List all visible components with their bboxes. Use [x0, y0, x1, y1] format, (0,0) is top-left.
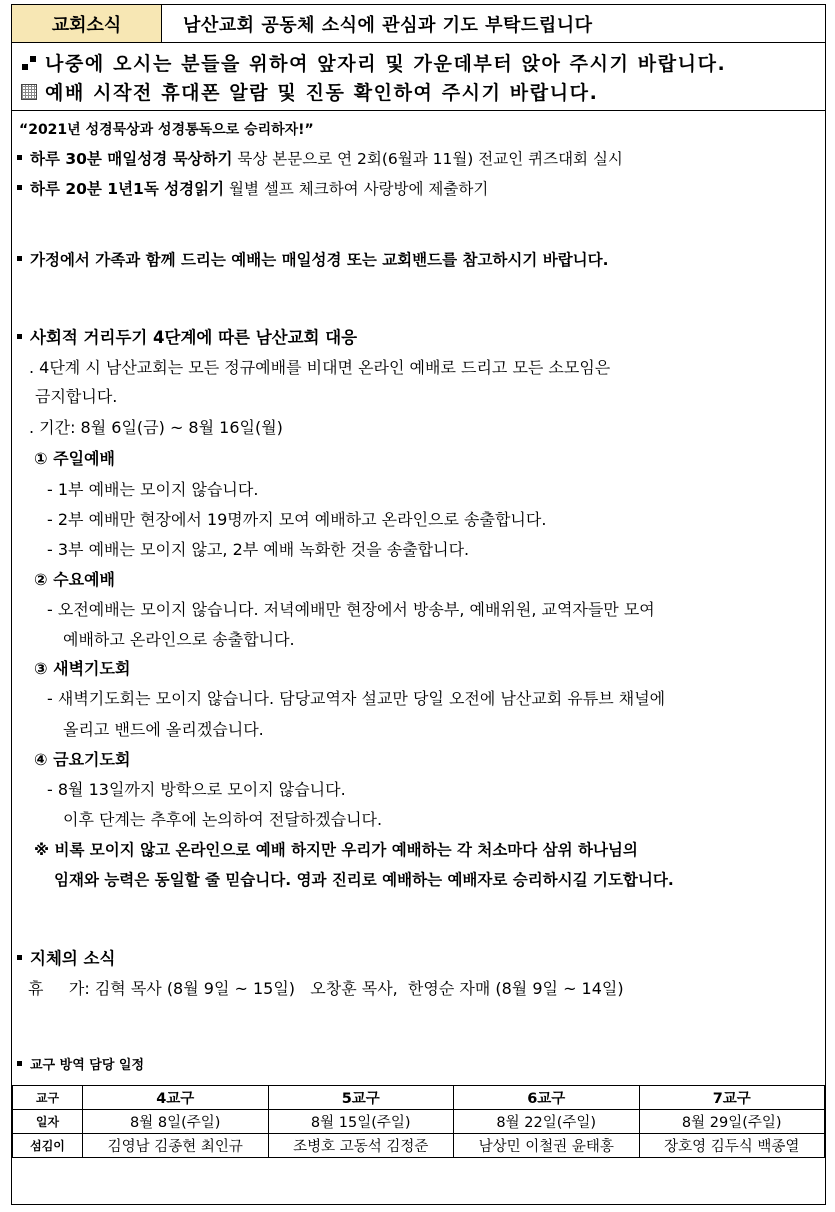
section-line: - 새벽기도회는 모이지 않습니다. 담당교역자 설교만 당일 오전에 남산교회 유튜브 채널에: [47, 689, 666, 708]
distancing-heading: 사회적 거리두기 4단계에 따른 남산교회 대응: [17, 324, 357, 348]
blessing-note: 임재와 능력은 동일할 줄 믿습니다. 영과 진리로 예배하는 예배자로 승리하시길 기도합니다.: [54, 871, 674, 889]
vacation-info: 휴 가: 김혁 목사 (8월 9일 ~ 15일) 오창훈 목사, 한영순 자매 (8월 9일 ~ 14일): [28, 979, 624, 998]
notice-text: 예배 시작전 휴대폰 알람 및 진동 확인하여 주시기 바랍니다.: [45, 82, 599, 104]
notice-text: 나중에 오시는 분들을 위하여 앞자리 및 가운데부터 앉아 주시기 바랍니다.: [45, 53, 727, 75]
notice-box: [11, 43, 826, 111]
servers-cell: 남상민 이철권 윤태홍: [454, 1134, 640, 1158]
table-row: [13, 1110, 825, 1134]
checker-square-icon: [19, 56, 39, 70]
section-line: - 3부 예배는 모이지 않고, 2부 예배 녹화한 것을 송출합니다.: [47, 540, 470, 559]
date-cell: 8월 8일(주일): [83, 1110, 269, 1134]
servers-cell: 장호영 김두식 백종열: [639, 1134, 825, 1158]
date-cell: 8월 22일(주일): [454, 1110, 640, 1134]
bible-item: 하루 30분 매일성경 묵상하기 묵상 본문으로 연 2회(6월과 11월) 전교인 퀴즈대회 실시: [17, 147, 623, 169]
news-content: [11, 111, 826, 1205]
district-cell: 6교구: [454, 1086, 640, 1110]
bible-item: 하루 20분 1년1독 성경읽기 월별 셀프 체크하여 사랑방에 제출하기: [17, 177, 488, 199]
section-tag: 교회소식: [12, 5, 162, 42]
square-bullet-icon: [17, 155, 22, 160]
grid-square-icon: [19, 84, 39, 100]
section-title: ① 주일예배: [34, 449, 115, 468]
section-line: - 2부 예배만 현장에서 19명까지 모여 예배하고 온라인으로 송출합니다.: [47, 510, 547, 529]
staff-heading: 지체의 소식: [17, 945, 115, 969]
distancing-intro: 금지합니다.: [35, 387, 118, 406]
row-label: 교구: [13, 1086, 83, 1110]
square-bullet-icon: [17, 1061, 22, 1066]
section-line: 올리고 밴드에 올리겠습니다.: [63, 720, 264, 739]
section-line: 이후 단계는 추후에 논의하여 전달하겠습니다.: [63, 810, 383, 829]
table-row: [13, 1134, 825, 1158]
quarantine-heading: 교구 방역 담당 일정: [17, 1054, 144, 1073]
date-cell: 8월 29일(주일): [639, 1110, 825, 1134]
row-label: 일자: [13, 1110, 83, 1134]
square-bullet-icon: [17, 256, 22, 261]
quarantine-schedule-table: [12, 1085, 825, 1158]
section-line: 예배하고 온라인으로 송출합니다.: [63, 630, 295, 649]
row-label: 섬김이: [13, 1134, 83, 1158]
notice-line-seating: [19, 48, 825, 77]
date-cell: 8월 15일(주일): [268, 1110, 454, 1134]
servers-cell: 김영남 김종현 최인규: [83, 1134, 269, 1158]
distancing-period: . 기간: 8월 6일(금) ~ 8월 16일(월): [29, 418, 283, 437]
section-title: ③ 새벽기도회: [34, 659, 131, 678]
district-cell: 5교구: [268, 1086, 454, 1110]
page-title: 남산교회 공동체 소식에 관심과 기도 부탁드립니다: [183, 14, 593, 36]
servers-cell: 조병호 고동석 김정준: [268, 1134, 454, 1158]
square-bullet-icon: [17, 955, 22, 960]
square-bullet-icon: [17, 334, 22, 339]
section-line: - 1부 예배는 모이지 않습니다.: [47, 480, 259, 499]
section-line: - 8월 13일까지 방학으로 모이지 않습니다.: [47, 780, 346, 799]
distancing-intro: . 4단계 시 남산교회는 모든 정규예배를 비대면 온라인 예배로 드리고 모든 소모임은: [29, 358, 611, 377]
section-line: - 오전예배는 모이지 않습니다. 저녁예배만 현장에서 방송부, 예배위원, 교역자들만 모여: [47, 600, 655, 619]
notice-line-phone: [19, 77, 825, 106]
header-bar: [11, 4, 826, 43]
district-cell: 4교구: [83, 1086, 269, 1110]
family-worship-notice: 가정에서 가족과 함께 드리는 예배는 매일성경 또는 교회밴드를 참고하시기 바랍니다.: [17, 248, 609, 270]
blessing-note: ※ 비록 모이지 않고 온라인으로 예배 하지만 우리가 예배하는 각 처소마다 삼위 하나님의: [34, 841, 638, 859]
section-title: ② 수요예배: [34, 570, 115, 589]
square-bullet-icon: [17, 185, 22, 190]
section-title: ④ 금요기도회: [34, 750, 131, 769]
district-cell: 7교구: [639, 1086, 825, 1110]
table-row: [13, 1086, 825, 1110]
bible-motto: “2021년 성경묵상과 성경통독으로 승리하자!”: [19, 122, 314, 138]
